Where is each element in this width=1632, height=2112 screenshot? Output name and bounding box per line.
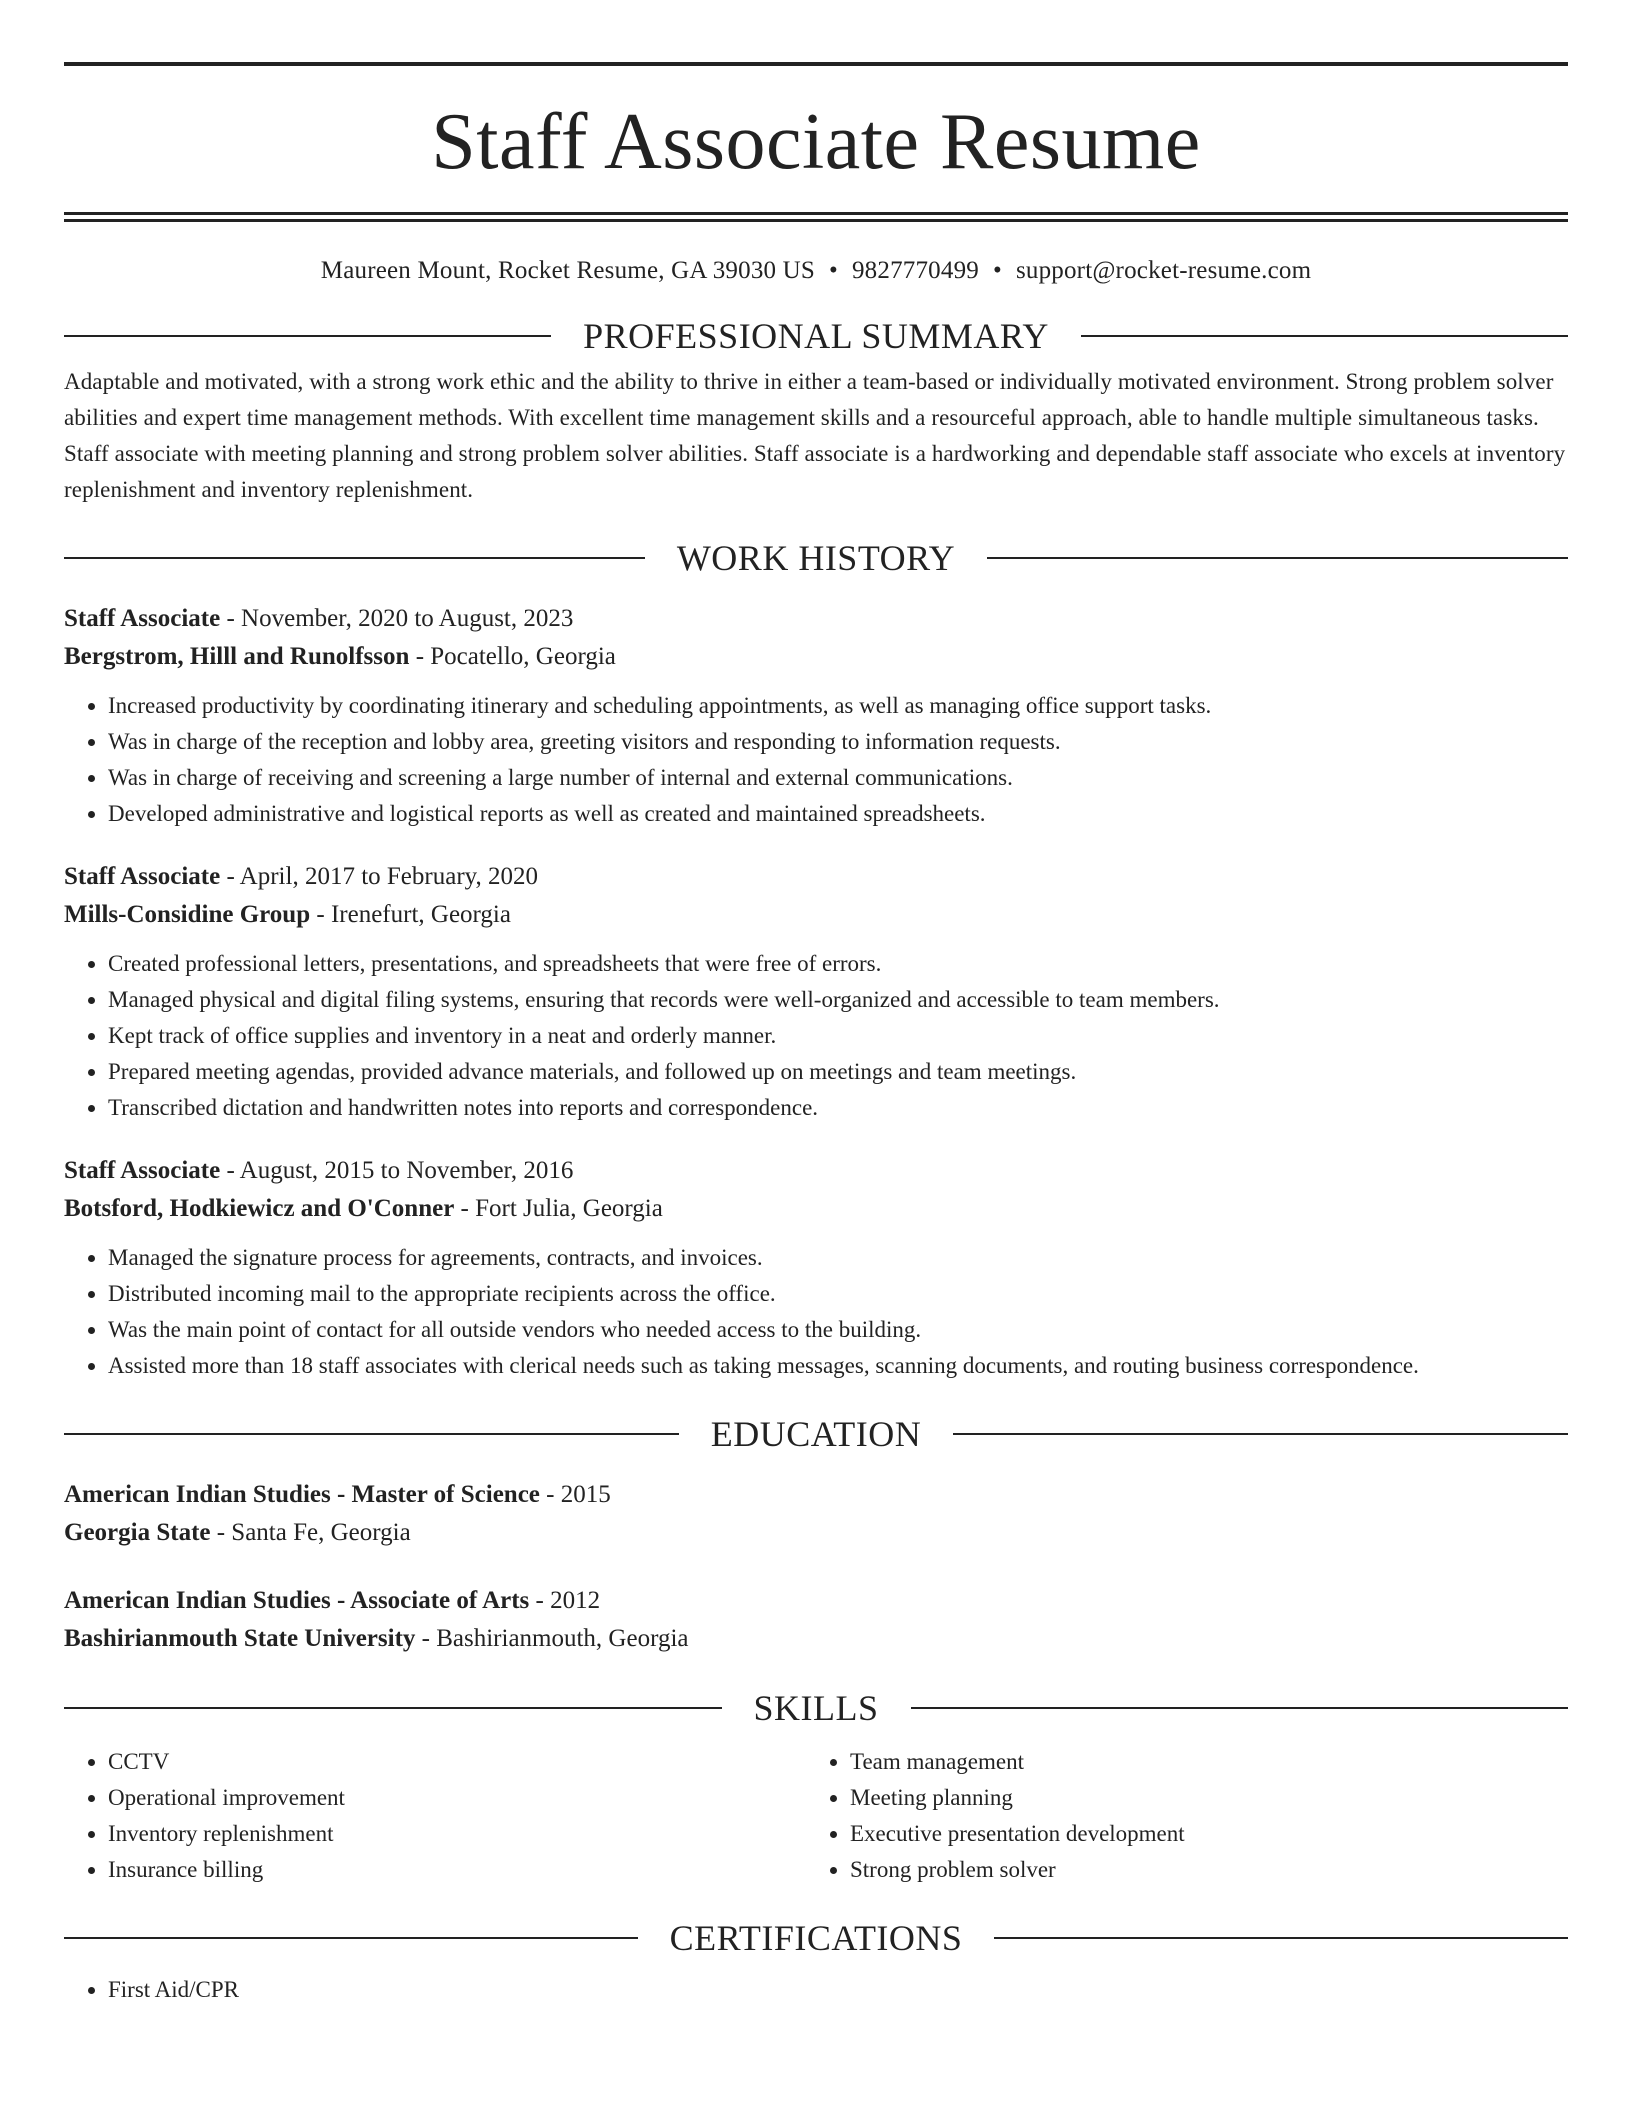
job-title: Staff Associate xyxy=(64,1157,221,1184)
resume-page xyxy=(64,62,1568,2008)
top-rule xyxy=(64,62,1568,66)
list-item: • Distributed incoming mail to the appropriate recipients across the office. xyxy=(108,1276,1568,1312)
heading-rule xyxy=(911,1707,1569,1709)
education-school-line xyxy=(64,1514,1568,1552)
skills-list-left xyxy=(64,1744,806,1888)
section-title: WORK HISTORY xyxy=(676,538,956,578)
contact-address: Maureen Mount, Rocket Resume, GA 39030 US xyxy=(320,257,816,284)
job-company: Bergstrom, Hilll and Runolfsson xyxy=(64,643,410,670)
education-year: - 2012 xyxy=(529,1587,601,1614)
contact-line xyxy=(64,256,1568,286)
heading-rule xyxy=(64,1433,679,1435)
education-location: - Santa Fe, Georgia xyxy=(210,1519,411,1546)
education-degree-line xyxy=(64,1476,1568,1514)
section-heading-skills xyxy=(64,1686,1568,1730)
heading-rule xyxy=(64,1937,638,1939)
skills-columns xyxy=(64,1744,1568,1888)
education-school: Georgia State xyxy=(64,1519,211,1546)
job-bullets xyxy=(64,946,1568,1126)
job-dates: - April, 2017 to February, 2020 xyxy=(220,863,539,890)
education-school: Bashirianmouth State University xyxy=(64,1625,416,1652)
heading-rule xyxy=(994,1937,1568,1939)
title-double-rule xyxy=(64,212,1568,222)
section-heading-work-history xyxy=(64,536,1568,580)
summary-text: Adaptable and motivated, with a strong work ethic and the ability to thrive in either a team-based or individually motivated environment. Strong problem solver abilities and expert time management methods. With excellent time management skills and a resourceful approach, able to handle multiple simultaneous tasks. Staff associate with meeting planning and strong problem solver abilities. Staff associate is a hardworking and dependable staff associate who excels at inventory replenishment and inventory replenishment. xyxy=(64,369,1566,502)
job-entry xyxy=(64,1152,1568,1384)
list-item: • Assisted more than 18 staff associates with clerical needs such as taking messages, scanning documents, and routing business correspondence. xyxy=(108,1348,1568,1384)
heading-rule xyxy=(64,335,551,337)
job-company: Mills-Considine Group xyxy=(64,901,311,928)
list-item: • Prepared meeting agendas, provided advance materials, and followed up on meetings and team meetings. xyxy=(108,1054,1568,1090)
heading-rule xyxy=(1081,335,1568,337)
skill-item: • Strong problem solver xyxy=(850,1852,1548,1888)
section-title: PROFESSIONAL SUMMARY xyxy=(583,316,1049,356)
skill-item: • CCTV xyxy=(108,1744,806,1780)
heading-rule xyxy=(64,1707,722,1709)
job-company-line xyxy=(64,896,1568,934)
list-item: • Was the main point of contact for all outside vendors who needed access to the building. xyxy=(108,1312,1568,1348)
job-bullets xyxy=(64,1240,1568,1384)
job-company-line xyxy=(64,1190,1568,1228)
education-degree: American Indian Studies - Master of Science xyxy=(64,1481,540,1508)
job-location: - Fort Julia, Georgia xyxy=(454,1195,663,1222)
skill-item: • Team management xyxy=(850,1744,1548,1780)
education-year: - 2015 xyxy=(539,1481,611,1508)
job-entry xyxy=(64,600,1568,832)
heading-rule xyxy=(64,557,645,559)
heading-rule xyxy=(953,1433,1568,1435)
skills-list-right xyxy=(806,1744,1548,1888)
section-title: SKILLS xyxy=(753,1688,879,1728)
section-heading-summary xyxy=(64,314,1568,358)
job-company-line xyxy=(64,638,1568,676)
section-heading-education xyxy=(64,1412,1568,1456)
job-title-line xyxy=(64,600,1568,638)
list-item: • Created professional letters, presentations, and spreadsheets that were free of errors. xyxy=(108,946,1568,982)
list-item: • Was in charge of receiving and screening a large number of internal and external communications. xyxy=(108,760,1568,796)
list-item: • Managed the signature process for agreements, contracts, and invoices. xyxy=(108,1240,1568,1276)
education-entry xyxy=(64,1582,1568,1658)
education-location: - Bashirianmouth, Georgia xyxy=(415,1625,689,1652)
contact-separator: • xyxy=(829,257,838,284)
contact-separator: • xyxy=(992,257,1002,284)
education-degree: American Indian Studies - Associate of Arts xyxy=(64,1587,530,1614)
heading-rule xyxy=(987,557,1568,559)
contact-phone: 9827770499 xyxy=(851,257,979,284)
job-title: Staff Associate xyxy=(64,605,221,632)
job-dates: - August, 2015 to November, 2016 xyxy=(220,1157,574,1184)
section-title: EDUCATION xyxy=(710,1414,922,1454)
job-bullets xyxy=(64,688,1568,832)
job-company: Botsford, Hodkiewicz and O'Conner xyxy=(64,1195,455,1222)
section-title: CERTIFICATIONS xyxy=(669,1918,963,1958)
section-heading-certifications xyxy=(64,1916,1568,1960)
job-location: - Pocatello, Georgia xyxy=(409,643,616,670)
education-degree-line xyxy=(64,1582,1568,1620)
skill-item: • Insurance billing xyxy=(108,1852,806,1888)
list-item: • Was in charge of the reception and lobby area, greeting visitors and responding to information requests. xyxy=(108,724,1568,760)
list-item: • Developed administrative and logistical reports as well as created and maintained spreadsheets. xyxy=(108,796,1568,832)
certifications-list xyxy=(64,1972,1568,2008)
job-title-line xyxy=(64,858,1568,896)
skill-item: • Inventory replenishment xyxy=(108,1816,806,1852)
list-item: • Kept track of office supplies and inventory in a neat and orderly manner. xyxy=(108,1018,1568,1054)
resume-title: Staff Associate Resume xyxy=(431,98,1201,186)
skill-item: • Meeting planning xyxy=(850,1780,1548,1816)
list-item: • Transcribed dictation and handwritten notes into reports and correspondence. xyxy=(108,1090,1568,1126)
skill-item: • Executive presentation development xyxy=(850,1816,1548,1852)
list-item: • Increased productivity by coordinating itinerary and scheduling appointments, as well as managing office support tasks. xyxy=(108,688,1568,724)
job-entry xyxy=(64,858,1568,1126)
job-title: Staff Associate xyxy=(64,863,221,890)
list-item: • Managed physical and digital filing systems, ensuring that records were well-organized and accessible to team members. xyxy=(108,982,1568,1018)
education-school-line xyxy=(64,1620,1568,1658)
job-title-line xyxy=(64,1152,1568,1190)
skill-item: • Operational improvement xyxy=(108,1780,806,1816)
job-dates: - November, 2020 to August, 2023 xyxy=(220,605,574,632)
certification-item: • First Aid/CPR xyxy=(108,1972,1568,2008)
job-location: - Irenefurt, Georgia xyxy=(310,901,511,928)
contact-email: support@rocket-resume.com xyxy=(1015,257,1312,284)
education-entry xyxy=(64,1476,1568,1552)
